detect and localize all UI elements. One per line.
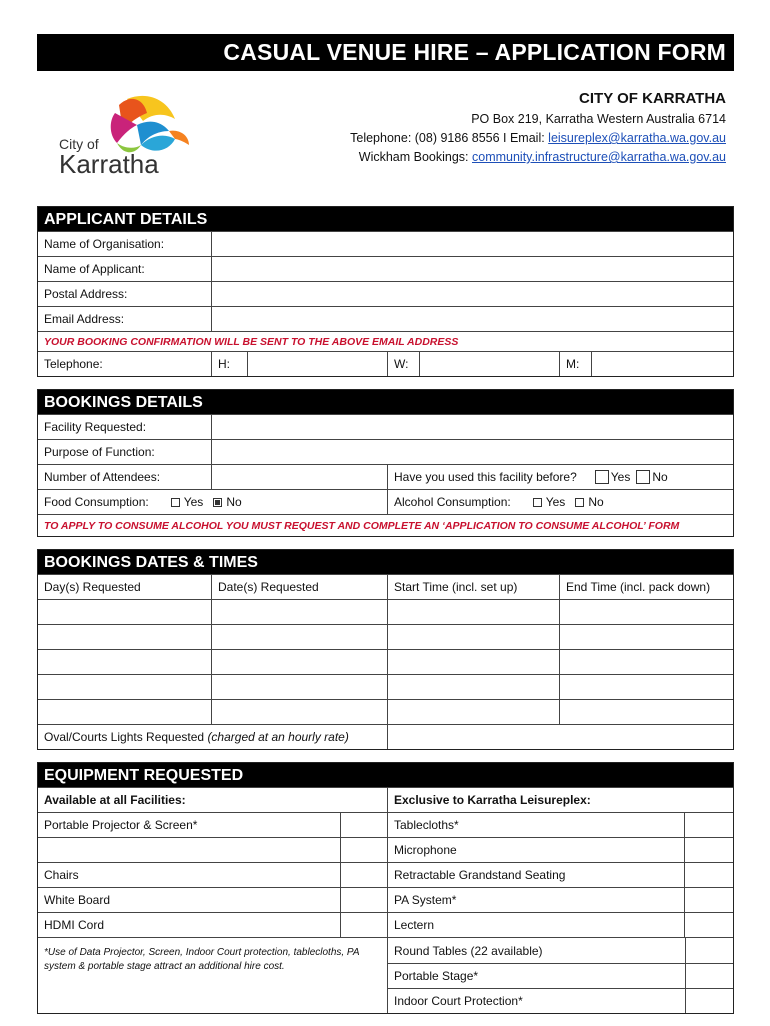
facility-input[interactable] — [211, 415, 733, 439]
left-item: Portable Projector & Screen* — [44, 818, 198, 832]
alcohol-yes[interactable]: Yes — [533, 495, 566, 509]
right-qty-input[interactable] — [684, 913, 733, 937]
food-yes[interactable]: Yes — [171, 495, 204, 509]
org-row — [38, 231, 733, 256]
dates-heading: BOOKINGS DATES & TIMES — [38, 550, 733, 574]
telephone-row — [38, 351, 733, 376]
col-days: Day(s) Requested — [44, 580, 141, 594]
day-input[interactable] — [38, 675, 211, 699]
equipment-row — [38, 862, 733, 887]
right-item: PA System* — [387, 888, 684, 912]
used-before-label: Have you used this facility before? — [394, 470, 577, 484]
right-item: Microphone — [387, 838, 684, 862]
lights-note: (charged at an hourly rate) — [207, 730, 349, 744]
city-of-karratha-logo — [57, 91, 197, 181]
dates-row — [38, 699, 733, 724]
checkbox-icon[interactable] — [171, 498, 180, 507]
end-input[interactable] — [559, 700, 733, 724]
org-label: Name of Organisation: — [44, 237, 165, 251]
alcohol-group — [387, 490, 733, 514]
applicant-heading: APPLICANT DETAILS — [38, 207, 733, 231]
used-before-group — [387, 465, 733, 489]
day-input[interactable] — [38, 600, 211, 624]
right-qty-input[interactable] — [685, 964, 733, 988]
organisation-details — [350, 89, 726, 167]
right-head: Exclusive to Karratha Leisureplex: — [387, 788, 733, 812]
attendees-row — [38, 464, 733, 489]
wickham-line — [350, 148, 726, 167]
left-qty-input[interactable] — [340, 888, 387, 912]
start-input[interactable] — [387, 600, 559, 624]
start-input[interactable] — [387, 700, 559, 724]
email-row — [38, 306, 733, 331]
right-item: Round Tables (22 available) — [394, 943, 543, 958]
equipment-row — [38, 887, 733, 912]
lights-row — [38, 724, 733, 749]
left-item: HDMI Cord — [44, 918, 105, 932]
right-item: Lectern — [387, 913, 684, 937]
start-input[interactable] — [387, 625, 559, 649]
facility-row — [38, 414, 733, 439]
end-input[interactable] — [559, 675, 733, 699]
right-qty-input[interactable] — [684, 838, 733, 862]
equipment-heading: EQUIPMENT REQUESTED — [38, 763, 733, 787]
right-qty-input[interactable] — [684, 888, 733, 912]
svg-text:City of: City of — [59, 136, 99, 152]
checkbox-icon[interactable] — [595, 470, 609, 484]
checked-checkbox-icon[interactable] — [213, 498, 222, 507]
wickham-email-link[interactable]: community.infrastructure@karratha.wa.gov.au — [472, 150, 726, 164]
applicant-section — [37, 206, 734, 377]
equipment-row — [38, 812, 733, 837]
equipment-row — [38, 837, 733, 862]
attendees-input[interactable] — [211, 465, 387, 489]
day-input[interactable] — [38, 700, 211, 724]
equipment-right-stack — [387, 938, 733, 1013]
email-warning: YOUR BOOKING CONFIRMATION WILL BE SENT TO THE ABOVE EMAIL ADDRESS — [44, 335, 459, 348]
email-label: Email Address: — [44, 312, 125, 326]
home-phone-input[interactable] — [247, 352, 387, 376]
postal-input[interactable] — [211, 282, 733, 306]
alcohol-warning: TO APPLY TO CONSUME ALCOHOL YOU MUST REQUEST AND COMPLETE AN ‘APPLICATION TO CONSUME ALCOHOL’ FORM — [44, 519, 680, 532]
equipment-note: *Use of Data Projector, Screen, Indoor Court protection, tablecloths, PA system & portable stage attract an additional hire cost. — [44, 947, 360, 972]
lights-label: Oval/Courts Lights Requested (charged at an hourly rate) — [44, 730, 349, 744]
checkbox-icon[interactable] — [636, 470, 650, 484]
day-input[interactable] — [38, 650, 211, 674]
work-label: W: — [387, 352, 419, 376]
org-address: PO Box 219, Karratha Western Australia 6714 — [471, 112, 726, 126]
postal-label: Postal Address: — [44, 287, 128, 301]
equipment-header-row — [38, 787, 733, 812]
work-phone-input[interactable] — [419, 352, 559, 376]
bookings-heading: BOOKINGS DETAILS — [38, 390, 733, 414]
purpose-label: Purpose of Function: — [44, 445, 155, 459]
left-qty-input[interactable] — [340, 863, 387, 887]
dates-row — [38, 599, 733, 624]
dates-row — [38, 649, 733, 674]
col-start: Start Time (incl. set up) — [387, 575, 559, 599]
right-item: Retractable Grandstand Seating — [387, 863, 684, 887]
start-input[interactable] — [387, 675, 559, 699]
application-form — [37, 34, 734, 1026]
date-input[interactable] — [211, 600, 387, 624]
email-warning-row — [38, 331, 733, 351]
form-title: CASUAL VENUE HIRE – APPLICATION FORM — [37, 34, 734, 71]
telephone-label: Telephone: — [44, 357, 103, 371]
applicant-row — [38, 256, 733, 281]
left-qty-input[interactable] — [340, 838, 387, 862]
equipment-row — [38, 912, 733, 937]
checkbox-icon[interactable] — [533, 498, 542, 507]
equipment-bottom — [38, 937, 733, 1013]
bookings-section — [37, 389, 734, 537]
right-item: Tablecloths* — [387, 813, 684, 837]
equipment-row — [388, 963, 733, 988]
consumption-row — [38, 489, 733, 514]
applicant-input[interactable] — [211, 257, 733, 281]
end-input[interactable] — [559, 650, 733, 674]
food-label: Food Consumption: — [44, 495, 149, 509]
home-label: H: — [211, 352, 247, 376]
email-link[interactable]: leisureplex@karratha.wa.gov.au — [548, 131, 726, 145]
dates-row — [38, 624, 733, 649]
alcohol-no[interactable]: No — [575, 495, 603, 509]
alcohol-warning-row — [38, 514, 733, 536]
date-input[interactable] — [211, 700, 387, 724]
lights-input[interactable] — [387, 725, 733, 749]
applicant-label: Name of Applicant: — [44, 262, 145, 276]
day-input[interactable] — [38, 625, 211, 649]
date-input[interactable] — [211, 650, 387, 674]
used-before-no[interactable]: No — [634, 470, 667, 485]
org-name: CITY OF KARRATHA — [579, 90, 726, 107]
left-head: Available at all Facilities: — [44, 793, 186, 807]
purpose-input[interactable] — [211, 440, 733, 464]
form-header — [37, 71, 734, 206]
left-qty-input[interactable] — [340, 913, 387, 937]
food-group — [38, 490, 387, 514]
end-input[interactable] — [559, 625, 733, 649]
mobile-phone-input[interactable] — [591, 352, 733, 376]
purpose-row — [38, 439, 733, 464]
dates-header-row — [38, 574, 733, 599]
wickham-label: Wickham Bookings: — [358, 150, 472, 164]
facility-label: Facility Requested: — [44, 420, 147, 434]
attendees-label: Number of Attendees: — [44, 470, 161, 484]
left-item: White Board — [44, 893, 111, 907]
checkbox-icon[interactable] — [575, 498, 584, 507]
org-phone-line — [350, 129, 726, 148]
equipment-note-cell — [38, 938, 387, 1013]
left-qty-input[interactable] — [340, 813, 387, 837]
col-dates: Date(s) Requested — [211, 575, 387, 599]
dates-section — [37, 549, 734, 750]
right-item: Portable Stage* — [394, 969, 479, 983]
org-input[interactable] — [211, 232, 733, 256]
alcohol-label: Alcohol Consumption: — [394, 495, 511, 509]
equipment-row — [388, 988, 733, 1013]
date-input[interactable] — [211, 625, 387, 649]
right-qty-input[interactable] — [684, 813, 733, 837]
dates-row — [38, 674, 733, 699]
equipment-section — [37, 762, 734, 1014]
left-item — [38, 838, 340, 862]
left-item: Chairs — [44, 868, 79, 882]
mobile-label: M: — [559, 352, 591, 376]
right-qty-input[interactable] — [685, 989, 733, 1013]
col-end: End Time (incl. pack down) — [559, 575, 733, 599]
right-qty-input[interactable] — [685, 938, 733, 963]
end-input[interactable] — [559, 600, 733, 624]
postal-row — [38, 281, 733, 306]
date-input[interactable] — [211, 675, 387, 699]
org-phone: Telephone: (08) 9186 8556 I Email: — [350, 131, 549, 145]
food-no[interactable]: No — [213, 495, 241, 509]
right-qty-input[interactable] — [684, 863, 733, 887]
start-input[interactable] — [387, 650, 559, 674]
equipment-row — [388, 938, 733, 963]
email-input[interactable] — [211, 307, 733, 331]
right-item: Indoor Court Protection* — [394, 994, 523, 1008]
used-before-yes[interactable]: Yes — [593, 470, 631, 485]
svg-text:Karratha: Karratha — [59, 149, 159, 179]
